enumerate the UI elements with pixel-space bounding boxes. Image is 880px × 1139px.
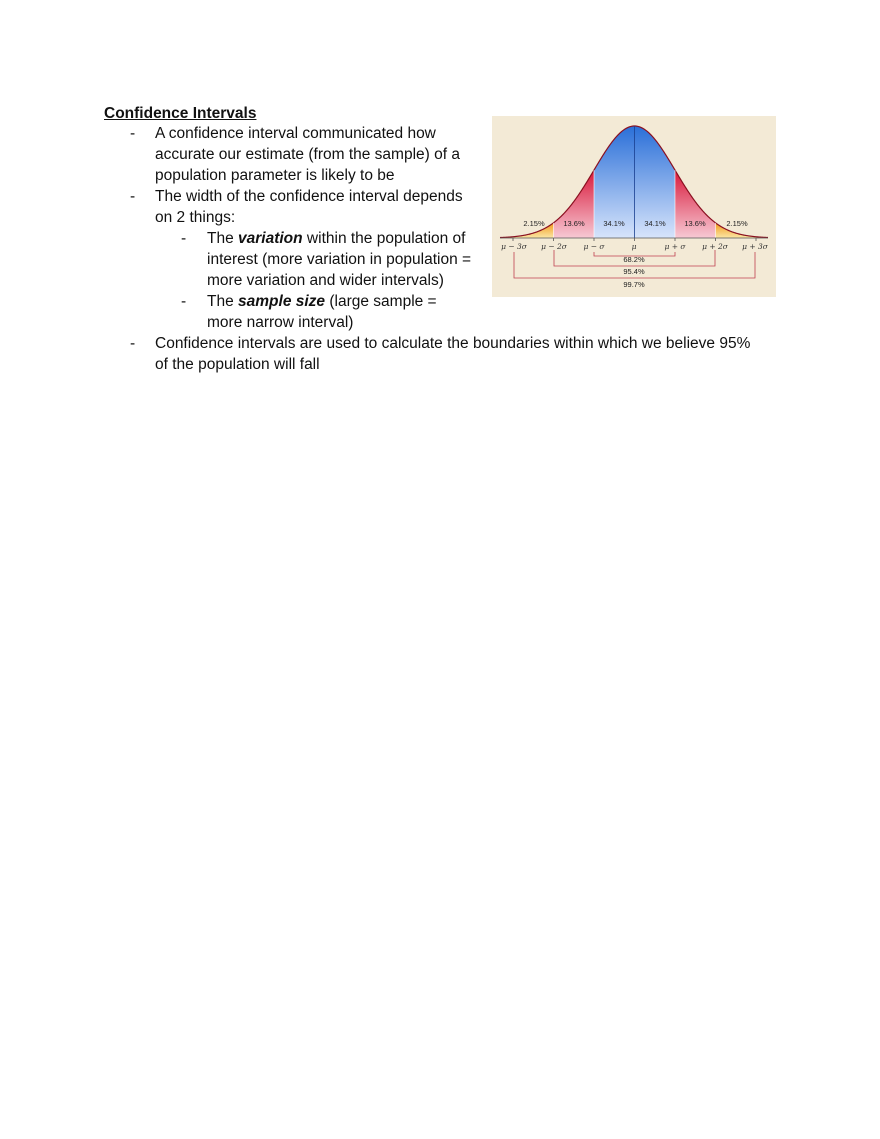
axis-label-minus-2-sigma: μ − 2σ: [541, 242, 567, 251]
region-label-right-tail: 2.15%: [726, 219, 748, 228]
bullet-3-line-2: of the population will fall: [155, 356, 320, 373]
sub-bullet-1-line-1: The variation within the population of: [207, 230, 466, 247]
axis-label-mu: μ: [631, 242, 637, 251]
emphasis-variation: variation: [238, 230, 303, 247]
bullet-2-line-2: on 2 things:: [155, 209, 236, 226]
region-label-left-middle: 13.6%: [563, 219, 585, 228]
bullet-dash: -: [130, 125, 136, 142]
axis-label-plus-2-sigma: μ + 2σ: [702, 242, 728, 251]
sub-bullet-1-line-3: more variation and wider intervals): [207, 272, 444, 289]
bullet-2-line-1: The width of the confidence interval depends: [155, 188, 463, 205]
bell-curve-svg: [492, 116, 776, 297]
sub-bullet-2-line-2: more narrow interval): [207, 314, 354, 331]
normal-distribution-figure: [492, 116, 776, 297]
emphasis-sample-size: sample size: [238, 293, 326, 310]
region-label-right-middle: 13.6%: [684, 219, 706, 228]
axis-label-minus-3-sigma: μ − 3σ: [501, 242, 527, 251]
bracket-label-68: 68.2%: [623, 255, 645, 264]
bullet-1-line-1: A confidence interval communicated how: [155, 125, 436, 142]
section-heading: Confidence Intervals: [104, 105, 257, 122]
bullet-dash: -: [130, 335, 136, 352]
axis-label-minus-sigma: μ − σ: [583, 242, 605, 251]
region-label-left-center: 34.1%: [603, 219, 625, 228]
sub-bullet-1-line-2: interest (more variation in population =: [207, 251, 472, 268]
bracket-label-95: 95.4%: [623, 267, 645, 276]
sub-bullet-2-line-1: The sample size (large sample =: [207, 293, 437, 310]
sub-bullet-dash: -: [181, 230, 187, 247]
bullet-1-line-3: population parameter is likely to be: [155, 167, 395, 184]
bullet-dash: -: [130, 188, 136, 205]
bullet-1-line-2: accurate our estimate (from the sample) of a: [155, 146, 460, 163]
region-label-right-center: 34.1%: [644, 219, 666, 228]
axis-label-plus-3-sigma: μ + 3σ: [742, 242, 768, 251]
region-label-left-tail: 2.15%: [523, 219, 545, 228]
axis-ticks: [513, 238, 756, 241]
bracket-label-99: 99.7%: [623, 280, 645, 289]
axis-label-plus-sigma: μ + σ: [664, 242, 686, 251]
bullet-3-line-1: Confidence intervals are used to calculate the boundaries within which we believe 95%: [155, 335, 751, 352]
sub-bullet-dash: -: [181, 293, 187, 310]
